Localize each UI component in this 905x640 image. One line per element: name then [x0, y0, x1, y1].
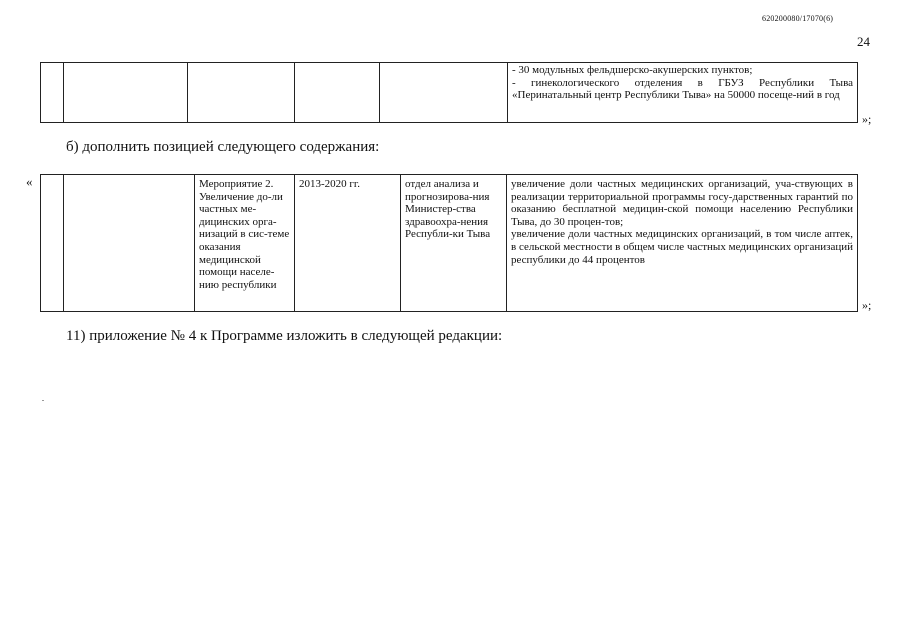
opening-quote: «	[26, 174, 33, 189]
page-number: 24	[857, 34, 870, 49]
table-cell-event	[195, 175, 295, 312]
scan-speck	[42, 400, 44, 401]
paragraph-11: 11) приложение № 4 к Программе изложить в следующей редакции:	[66, 328, 503, 344]
closing-quote: »;	[862, 112, 872, 126]
table-cell-result	[507, 175, 858, 312]
table-cell-empty	[295, 63, 380, 123]
closing-quote: »;	[862, 298, 872, 312]
table-cell-period	[295, 175, 401, 312]
table-cell-empty	[64, 63, 188, 123]
table-new-position	[40, 174, 858, 312]
paragraph-b: б) дополнить позицией следующего содержания:	[66, 139, 380, 155]
table-cell-empty	[41, 175, 64, 312]
table-cell-executor	[401, 175, 507, 312]
table-cell-empty	[41, 63, 64, 123]
cell-text: - 30 модульных фельдшерско-акушерских пунктов; - гинекологического отделения в ГБУЗ Республики Тыва «Перинатальный центр Республики Тыва» на 50000 посеще-ний в год	[512, 64, 853, 102]
table-cell-empty	[64, 175, 195, 312]
executor-text: отдел анализа и прогнозирова-ния Министер-ства здравоохра-нения Республи-ки Тыва	[405, 178, 491, 241]
period-text: 2013-2020 гг.	[299, 178, 360, 190]
table-continuation	[40, 62, 858, 123]
document-id: 620200080/17070(6)	[762, 14, 834, 23]
table-cell-result	[508, 63, 858, 123]
event-text: Мероприятие 2. Увеличение до-ли частных ме-дицинских орга-низаций в сис-теме оказания медицинской помощи населе-нию республики	[199, 178, 290, 291]
table-cell-empty	[188, 63, 295, 123]
table-cell-empty	[380, 63, 508, 123]
result-text: увеличение доли частных медицинских организаций, уча-ствующих в реализации территориальной программы госу-дарственных гарантий по оказанию бесплатной медицин-ской помощи населению Республики Тыва, до 30 процен-тов; увеличение доли частных медицинских организаций, в том числе аптек, в сельской местности в общем числе частных медицинских организаций республики до 44 процентов	[511, 178, 853, 266]
